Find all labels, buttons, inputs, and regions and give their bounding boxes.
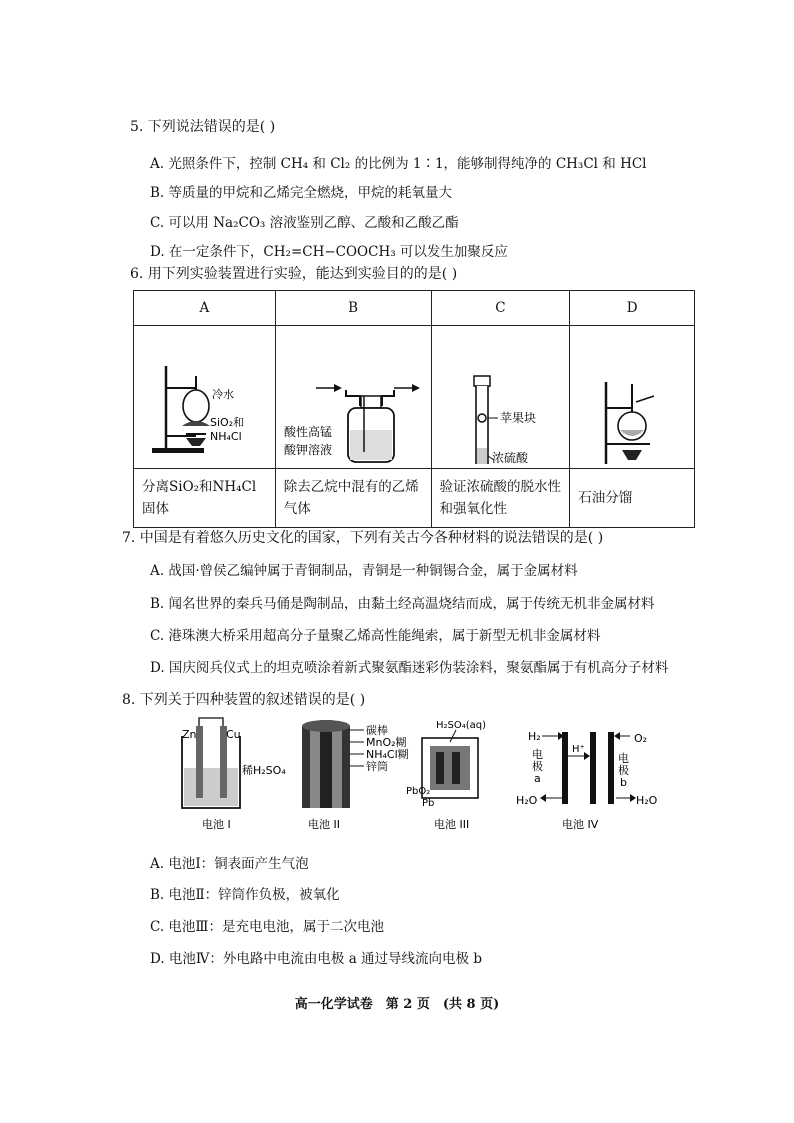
kmno4-label-line2: 酸钾溶液 — [283, 443, 332, 457]
cu-label: Cu — [226, 728, 241, 741]
apparatus-c-cell — [431, 326, 570, 469]
h-plus-label: H⁺ — [572, 744, 585, 755]
description-a: 分离SiO₂和NH₄Cl固体 — [134, 469, 276, 528]
nh4cl-label: NH₄Cl — [210, 430, 242, 443]
pbo2-label: PbO₂ — [406, 786, 431, 797]
mno2-paste-label: MnO₂糊 — [366, 736, 407, 749]
cold-water-label: 冷水 — [212, 388, 234, 401]
h2o-right-label: H₂O — [636, 794, 658, 807]
apparatus-b-cell — [275, 326, 431, 469]
kmno4-label-line1: 酸性高锰 — [283, 425, 332, 439]
q5-option-b: B. 等质量的甲烷和乙烯完全燃烧，甲烷的耗氧量大 — [150, 185, 453, 201]
q8-option-c: C. 电池Ⅲ：是充电电池，属于二次电池 — [150, 919, 384, 935]
q5-option-d: D. 在一定条件下，CH₂=CH−COOCH₃ 可以发生加聚反应 — [150, 244, 508, 260]
q5-option-c: C. 可以用 Na₂CO₃ 溶液鉴别乙醇、乙酸和乙酸乙酯 — [150, 215, 459, 231]
q7-option-c: C. 港珠澳大桥采用超高分子量聚乙烯高性能绳索，属于新型无机非金属材料 — [150, 628, 601, 644]
battery-4-caption: 电池 IV — [562, 818, 599, 831]
battery-3-caption: 电池 III — [434, 818, 470, 831]
q8-stem: 8. 下列关于四种装置的叙述错误的是( ) — [122, 692, 366, 708]
q8-option-a: A. 电池Ⅰ：铜表面产生气泡 — [150, 856, 309, 872]
electrode-b-label-1: 电 — [618, 752, 629, 765]
electrode-b-label-3: b — [620, 776, 627, 789]
electrode-a-label-1: 电 — [532, 748, 543, 761]
q8-option-d: D. 电池Ⅳ：外电路中电流由电极 a 通过导线流向电极 b — [150, 951, 482, 967]
dilute-h2so4-label: 稀H₂SO₄ — [242, 764, 286, 777]
electrode-b-label-2: 极 — [618, 764, 629, 777]
q6-apparatus-table — [133, 290, 695, 528]
q5-stem: 5. 下列说法错误的是( ) — [130, 119, 276, 135]
battery-1-figure — [182, 718, 286, 831]
battery-2-figure — [302, 720, 409, 831]
q8-option-b: B. 电池Ⅱ：锌筒作负极，被氧化 — [150, 887, 340, 903]
zn-label: Zn — [182, 728, 197, 741]
nh4cl-paste-label: NH₄Cl糊 — [366, 748, 409, 761]
battery-3-figure — [406, 720, 486, 831]
gas-washing-bottle-figure — [276, 326, 430, 464]
carbon-rod-label: 碳棒 — [366, 724, 388, 737]
apple-label: 苹果块 — [499, 411, 536, 425]
description-b: 除去乙烷中混有的乙烯气体 — [275, 469, 431, 528]
page-footer: 高一化学试卷 第 2 页 (共 8 页) — [294, 997, 500, 1012]
zinc-can-label: 锌筒 — [366, 760, 388, 773]
h2-label: H₂ — [528, 730, 541, 743]
header-d: D — [570, 291, 695, 326]
conc-h2so4-label: 浓硫酸 — [491, 451, 528, 464]
q5-option-a: A. 光照条件下，控制 CH₄ 和 Cl₂ 的比例为 1∶1，能够制得纯净的 CH₃Cl 和 HCl — [150, 156, 647, 172]
q6-stem: 6. 用下列实验装置进行实验，能达到实验目的的是( ) — [130, 266, 458, 282]
header-a: A — [134, 291, 276, 326]
apparatus-d-cell — [570, 326, 695, 469]
description-d: 石油分馏 — [570, 469, 695, 528]
o2-label: O₂ — [634, 732, 648, 745]
sublimation-apparatus-figure — [134, 326, 274, 464]
pb-label: Pb — [422, 798, 435, 809]
battery-1-caption: 电池 I — [202, 818, 231, 831]
battery-2-caption: 电池 II — [308, 818, 340, 831]
test-tube-figure — [432, 326, 569, 464]
electrode-a-label-3: a — [534, 772, 541, 785]
h2so4-aq-label: H₂SO₄(aq) — [436, 720, 487, 731]
description-c: 验证浓硫酸的脱水性和强氧化性 — [431, 469, 570, 528]
apparatus-a-cell — [134, 326, 276, 469]
q7-option-d: D. 国庆阅兵仪式上的坦克喷涂着新式聚氨酯迷彩伪装涂料，聚氨酯属于有机高分子材料 — [150, 660, 669, 676]
distillation-figure — [570, 326, 693, 464]
h2o-left-label: H₂O — [516, 794, 538, 807]
battery-4-figure — [516, 730, 658, 831]
sio2-label: SiO₂和 — [210, 416, 245, 429]
electrode-a-label-2: 极 — [532, 760, 543, 773]
header-c: C — [431, 291, 570, 326]
q7-stem: 7. 中国是有着悠久历史文化的国家，下列有关古今各种材料的说法错误的是( ) — [122, 530, 604, 546]
q7-option-a: A. 战国·曾侯乙编钟属于青铜制品，青铜是一种铜锡合金，属于金属材料 — [150, 563, 578, 579]
header-b: B — [275, 291, 431, 326]
battery-figures — [170, 712, 670, 840]
q7-option-b: B. 闻名世界的秦兵马俑是陶制品，由黏土经高温烧结而成，属于传统无机非金属材料 — [150, 596, 655, 612]
